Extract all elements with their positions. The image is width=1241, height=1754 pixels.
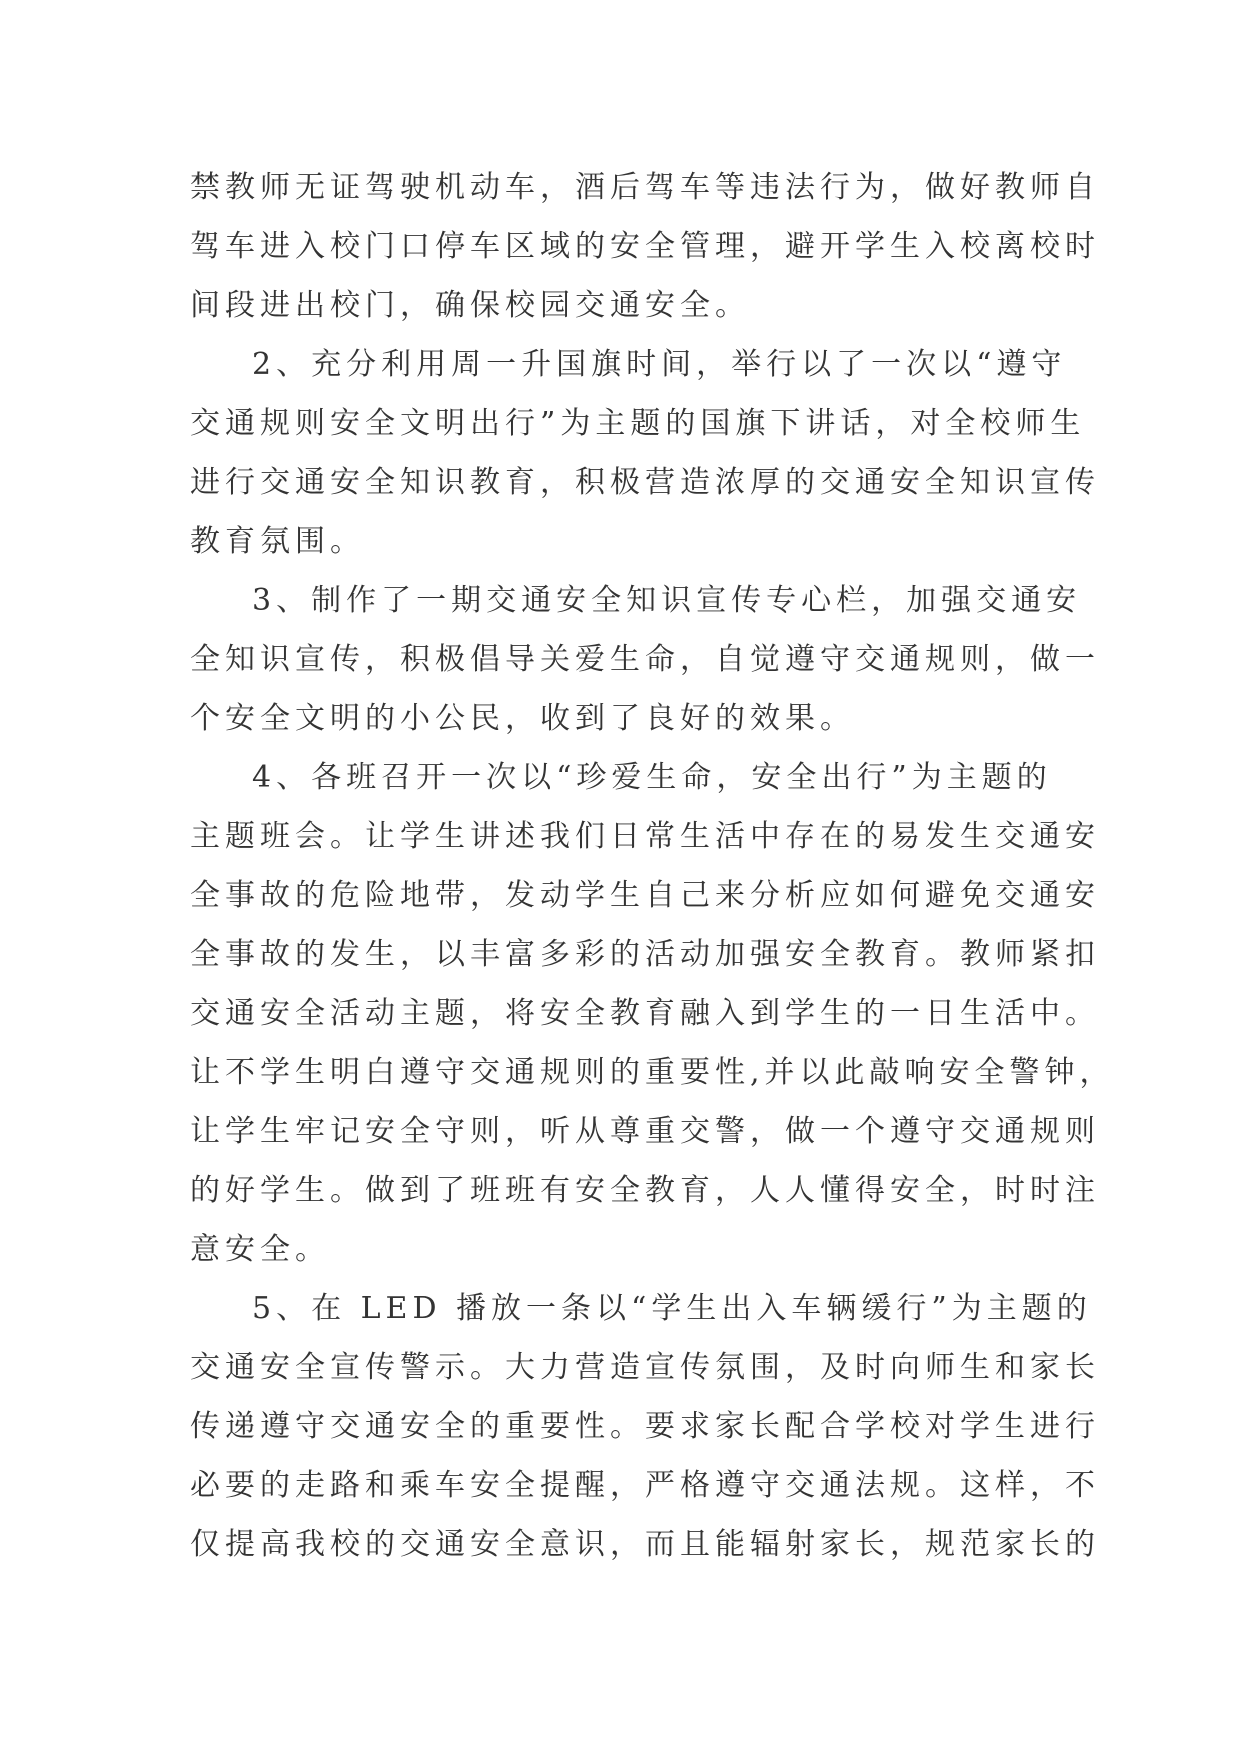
paragraph-line: 交通规则安全文明出行”为主题的国旗下讲话，对全校师生 bbox=[190, 406, 1086, 441]
paragraph-line: 3、制作了一期交通安全知识宣传专心栏，加强交通安 bbox=[252, 583, 1082, 618]
paragraph-line: 驾车进入校门口停车区域的安全管理，避开学生入校离校时 bbox=[190, 229, 1100, 264]
paragraph-line: 交通安全宣传警示。大力营造宣传氛围，及时向师生和家长 bbox=[190, 1350, 1100, 1385]
paragraph-line: 意安全。 bbox=[190, 1232, 330, 1267]
paragraph-line: 教育氛围。 bbox=[190, 524, 365, 559]
paragraph-line: 进行交通安全知识教育，积极营造浓厚的交通安全知识宣传 bbox=[190, 465, 1100, 500]
paragraph-line: 交通安全活动主题，将安全教育融入到学生的一日生活中。 bbox=[190, 996, 1100, 1031]
paragraph-line: 间段进出校门，确保校园交通安全。 bbox=[190, 288, 750, 323]
paragraph-line: 传递遵守交通安全的重要性。要求家长配合学校对学生进行 bbox=[190, 1409, 1100, 1444]
paragraph-line: 的好学生。做到了班班有安全教育，人人懂得安全，时时注 bbox=[190, 1173, 1100, 1208]
paragraph-line: 让学生牢记安全守则，听从尊重交警，做一个遵守交通规则 bbox=[190, 1114, 1100, 1149]
paragraph-line: 全事故的发生，以丰富多彩的活动加强安全教育。教师紧扣 bbox=[190, 937, 1100, 972]
document-body bbox=[190, 158, 1115, 1574]
paragraph-line: 仅提高我校的交通安全意识，而且能辐射家长，规范家长的 bbox=[190, 1527, 1100, 1562]
paragraph-line: 全知识宣传，积极倡导关爱生命，自觉遵守交通规则，做一 bbox=[190, 642, 1100, 677]
paragraph-line: 禁教师无证驾驶机动车，酒后驾车等违法行为，做好教师自 bbox=[190, 170, 1100, 205]
paragraph-line: 全事故的危险地带，发动学生自己来分析应如何避免交通安 bbox=[190, 878, 1100, 913]
paragraph-line: 个安全文明的小公民，收到了良好的效果。 bbox=[190, 701, 855, 736]
paragraph-line: 主题班会。让学生讲述我们日常生活中存在的易发生交通安 bbox=[190, 819, 1100, 854]
paragraph-line: 2、充分利用周一升国旗时间，举行以了一次以“遵守 bbox=[252, 347, 1067, 382]
paragraph-line: 4、各班召开一次以“珍爱生命，安全出行”为主题的 bbox=[252, 760, 1052, 795]
paragraph-line: 5、在 LED 播放一条以“学生出入车辆缓行”为主题的 bbox=[252, 1291, 1092, 1326]
paragraph-line: 让不学生明白遵守交通规则的重要性,并以此敲响安全警钟， bbox=[190, 1055, 1115, 1090]
paragraph-line: 必要的走路和乘车安全提醒，严格遵守交通法规。这样，不 bbox=[190, 1468, 1100, 1503]
